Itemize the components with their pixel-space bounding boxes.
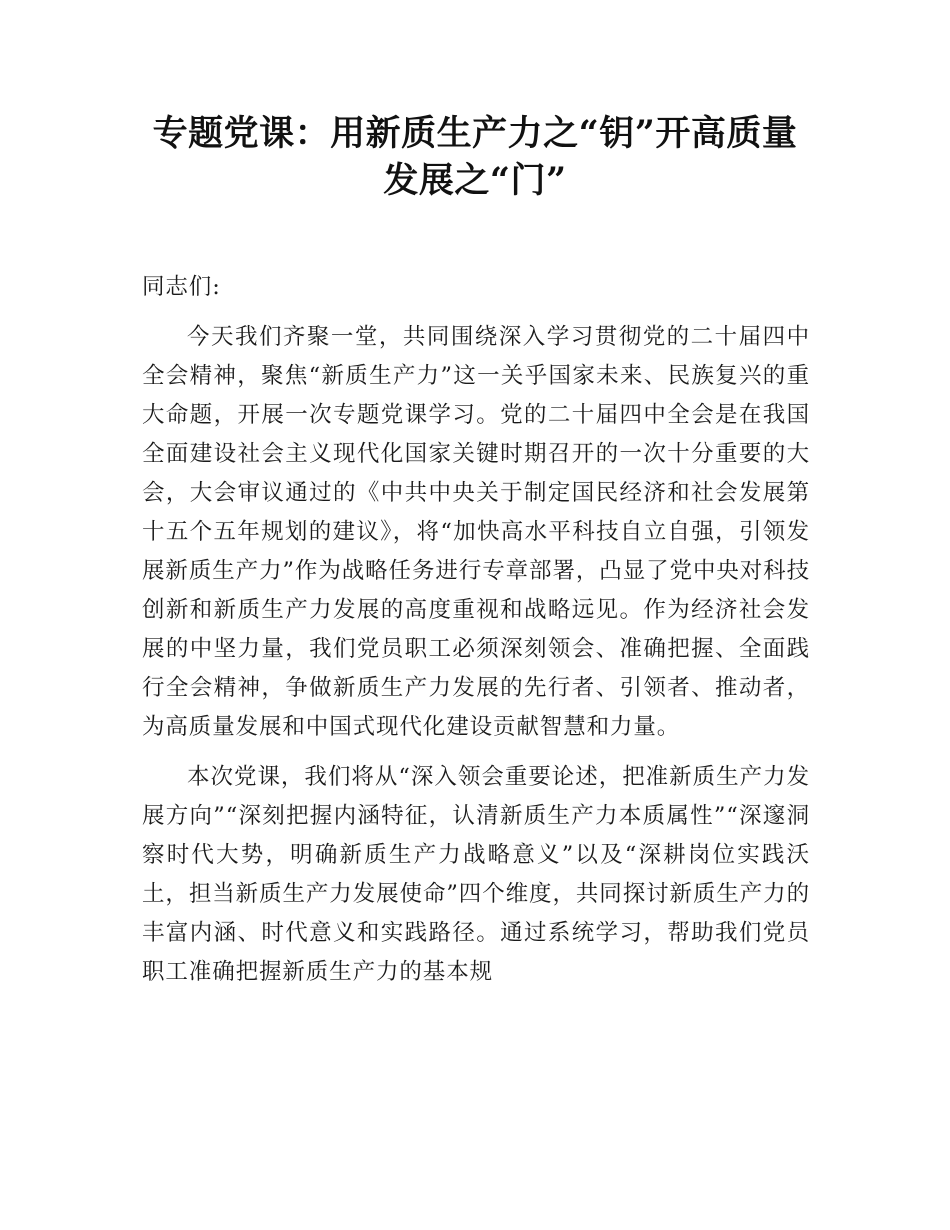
paragraph-intro: 今天我们齐聚一堂，共同围绕深入学习贯彻党的二十届四中全会精神，聚焦“新质生产力”这一关乎国家未来、民族复兴的重大命题，开展一次专题党课学习。党的二十届四中全会是在我国全面建设社会主义现代化国家关键时期召开的一次十分重要的大会，大会审议通过的《中共中央关于制定国民经济和社会发展第十五个五年规划的建议》，将“加快高水平科技自立自强，引领发展新质生产力”作为战略任务进行专章部署，凸显了党中央对科技创新和新质生产力发展的高度重视和战略远见。作为经济社会发展的中坚力量，我们党员职工必须深刻领会、准确把握、全面践行全会精神，争做新质生产力发展的先行者、引领者、推动者，为高质量发展和中国式现代化建设贡献智慧和力量。 <box>142 324 810 740</box>
title-line-2: 发展之“门” <box>383 160 567 201</box>
document-title <box>100 110 850 204</box>
document-body <box>142 268 810 1003</box>
title-line-1: 专题党课：用新质生产力之“钥”开高质量 <box>152 113 798 154</box>
salutation: 同志们: <box>142 274 221 300</box>
paragraph-outline: 本次党课，我们将从“深入领会重要论述，把准新质生产力发展方向”“深刻把握内涵特征，认清新质生产力本质属性”“深邃洞察时代大势，明确新质生产力战略意义”以及“深耕岗位实践沃土，担当新质生产力发展使命”四个维度，共同探讨新质生产力的丰富内涵、时代意义和实践路径。通过系统学习，帮助我们党员职工准确把握新质生产力的基本规 <box>142 764 810 985</box>
